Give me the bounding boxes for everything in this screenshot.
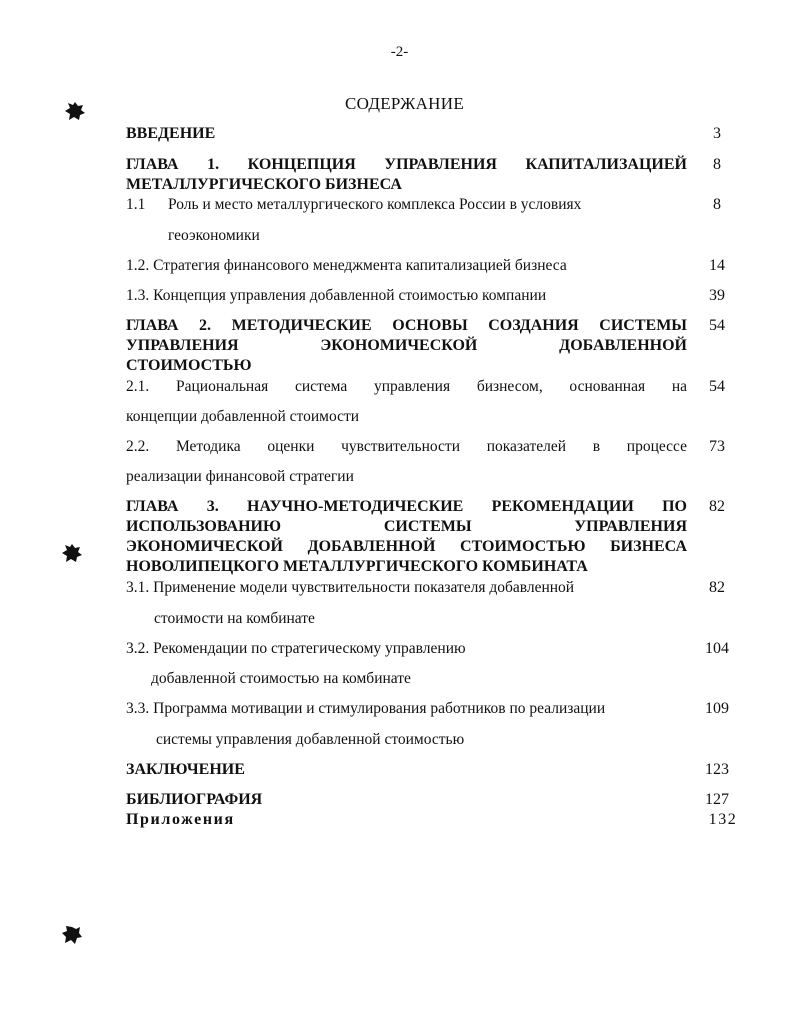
toc-appendix-page: 132 [708,811,738,828]
toc-s3-3-line2: системы управления добавленной стоимостью [156,731,465,748]
toc-s3-1-line2: стоимости на комбинате [154,610,315,627]
toc-ch3-line3: ЭКОНОМИЧЕСКОЙ ДОБАВЛЕННОЙ СТОИМОСТЬЮ БИЗНЕСА [126,538,687,555]
toc-s1-1-line1: Роль и место металлургического комплекса России в условиях [168,196,582,213]
toc-s3-1-page: 82 [709,579,725,596]
toc-s3-3-line1: 3.3. Программа мотивации и стимулирования работников по реализации [126,700,606,717]
toc-s3-2-page: 104 [705,640,729,657]
toc-ch3-line4: НОВОЛИПЕЦКОГО МЕТАЛЛУРГИЧЕСКОГО КОМБИНАТА [126,558,588,575]
toc-s3-2-line1: 3.2. Рекомендации по стратегическому управлению [126,640,466,657]
toc-ch2-page: 54 [709,317,725,334]
toc-s2-1-page: 54 [709,378,725,395]
toc-ch2-line3: СТОИМОСТЬЮ [126,357,252,374]
binder-hole-mark [61,924,83,946]
toc-ch2-line2: УПРАВЛЕНИЯ ЭКОНОМИЧЕСКОЙ ДОБАВЛЕННОЙ [126,337,687,354]
binder-hole-mark [64,100,86,122]
toc-s1-2-label: 1.2. Стратегия финансового менеджмента капитализацией бизнеса [126,257,567,274]
toc-s3-2-line2: добавленной стоимостью на комбинате [151,670,411,687]
toc-ch3-page: 82 [709,498,725,515]
toc-s1-1-number: 1.1 [126,196,146,213]
toc-s3-1-line1: 3.1. Применение модели чувствительности показателя добавленной [126,579,575,596]
toc-s2-2-page: 73 [709,438,725,455]
page-number: -2- [390,44,409,60]
toc-ch1-line1: ГЛАВА 1. КОНЦЕПЦИЯ УПРАВЛЕНИЯ КАПИТАЛИЗАЦИЕЙ [126,156,687,173]
toc-ch2-line1: ГЛАВА 2. МЕТОДИЧЕСКИЕ ОСНОВЫ СОЗДАНИЯ СИСТЕМЫ [126,317,687,334]
toc-ch1-page: 8 [713,156,721,173]
toc-appendix-label: Приложения [126,811,235,828]
toc-s2-2-line1: 2.2. Методика оценки чувствительности показателей в процессе [126,438,687,455]
toc-ch3-line1: ГЛАВА 3. НАУЧНО-МЕТОДИЧЕСКИЕ РЕКОМЕНДАЦИИ ПО [126,498,687,515]
toc-ch1-line2: МЕТАЛЛУРГИЧЕСКОГО БИЗНЕСА [126,176,402,193]
toc-conclusion-label: ЗАКЛЮЧЕНИЕ [126,761,245,778]
toc-s2-2-line2: реализации финансовой стратегии [126,468,354,485]
toc-intro-page: 3 [713,125,721,142]
toc-s1-1-line2: геоэкономики [168,227,260,244]
toc-intro-label: ВВЕДЕНИЕ [126,125,216,142]
toc-bibliography-page: 127 [705,791,729,808]
contents-title: СОДЕРЖАНИЕ [344,94,465,113]
toc-s1-1-page: 8 [713,196,721,213]
toc-s1-3-page: 39 [709,287,725,304]
toc-bibliography-label: БИБЛИОГРАФИЯ [126,791,263,808]
toc-s1-2-page: 14 [709,257,725,274]
toc-s2-1-line2: концепции добавленной стоимости [126,408,360,425]
toc-s2-1-line1: 2.1. Рациональная система управления бизнесом, основанная на [126,378,687,395]
toc-ch3-line2: ИСПОЛЬЗОВАНИЮ СИСТЕМЫ УПРАВЛЕНИЯ [126,518,687,535]
toc-s1-3-label: 1.3. Концепция управления добавленной стоимостью компании [126,287,547,304]
toc-s3-3-page: 109 [705,700,729,717]
toc-conclusion-page: 123 [705,761,729,778]
binder-hole-mark [61,542,83,564]
